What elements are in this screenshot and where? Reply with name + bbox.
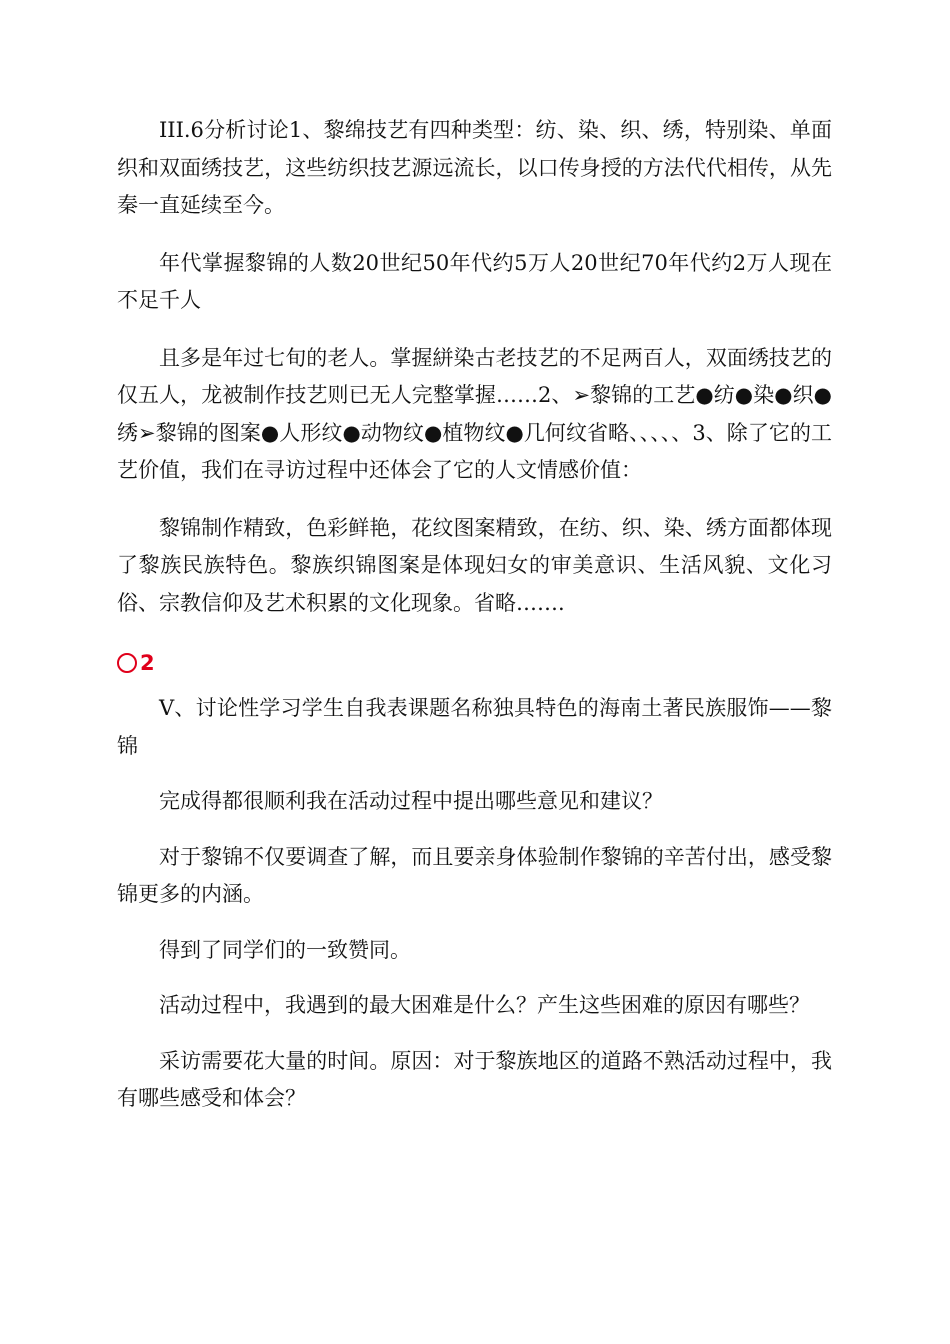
paragraph-population: 年代掌握黎锦的人数20世纪50年代约5万人20世纪70年代约2万人现在不足千人	[117, 250, 832, 312]
paragraph-features: 黎锦制作精致，色彩鲜艳，花纹图案精致，在纺、织、染、绣方面都体现了黎族民族特色。黎族织锦图案是体现妇女的审美意识、生活风貌、文化习俗、宗教信仰及艺术积累的文化现象。省略…….	[117, 515, 832, 615]
paragraph-answer-suggestions: 对于黎锦不仅要调查了解，而且要亲身体验制作黎锦的辛苦付出，感受黎锦更多的内涵。	[117, 844, 832, 906]
section-marker	[117, 648, 832, 678]
paragraph-analysis: III.6分析讨论1、黎绵技艺有四种类型：纺、染、织、绣，特别染、单面织和双面绣技艺，这些纺织技艺源远流长，以口传身授的方法代代相传，从先秦一直延续至今。	[117, 118, 832, 217]
paragraph-question-difficulty: 活动过程中，我遇到的最大困难是什么？产生这些困难的原因有哪些？	[159, 993, 810, 1017]
paragraph-topic: V、讨论性学习学生自我表课题名称独具特色的海南土著民族服饰——黎锦	[117, 696, 832, 758]
paragraph-question-suggestions: 完成得都很顺利我在活动过程中提出哪些意见和建议？	[159, 789, 663, 813]
section-marker-label: 2	[140, 651, 155, 675]
paragraph-crafts: 且多是年过七旬的老人。掌握絣染古老技艺的不足两百人，双面绣技艺的仅五人，龙被制作技艺则已无人完整掌握……2、➢黎锦的工艺●纺●染●织●绣➢黎锦的图案●人形纹●动物纹●植物纹●几何纹省略、、、、、3、除了它的工艺价值，我们在寻访过程中还体会了它的人文情感价值：	[117, 345, 832, 482]
circle-icon	[117, 653, 137, 673]
paragraph-agreement: 得到了同学们的一致赞同。	[159, 937, 411, 962]
paragraph-answer-difficulty: 采访需要花大量的时间。原因：对于黎族地区的道路不熟活动过程中，我有哪些感受和体会？	[117, 1048, 832, 1110]
